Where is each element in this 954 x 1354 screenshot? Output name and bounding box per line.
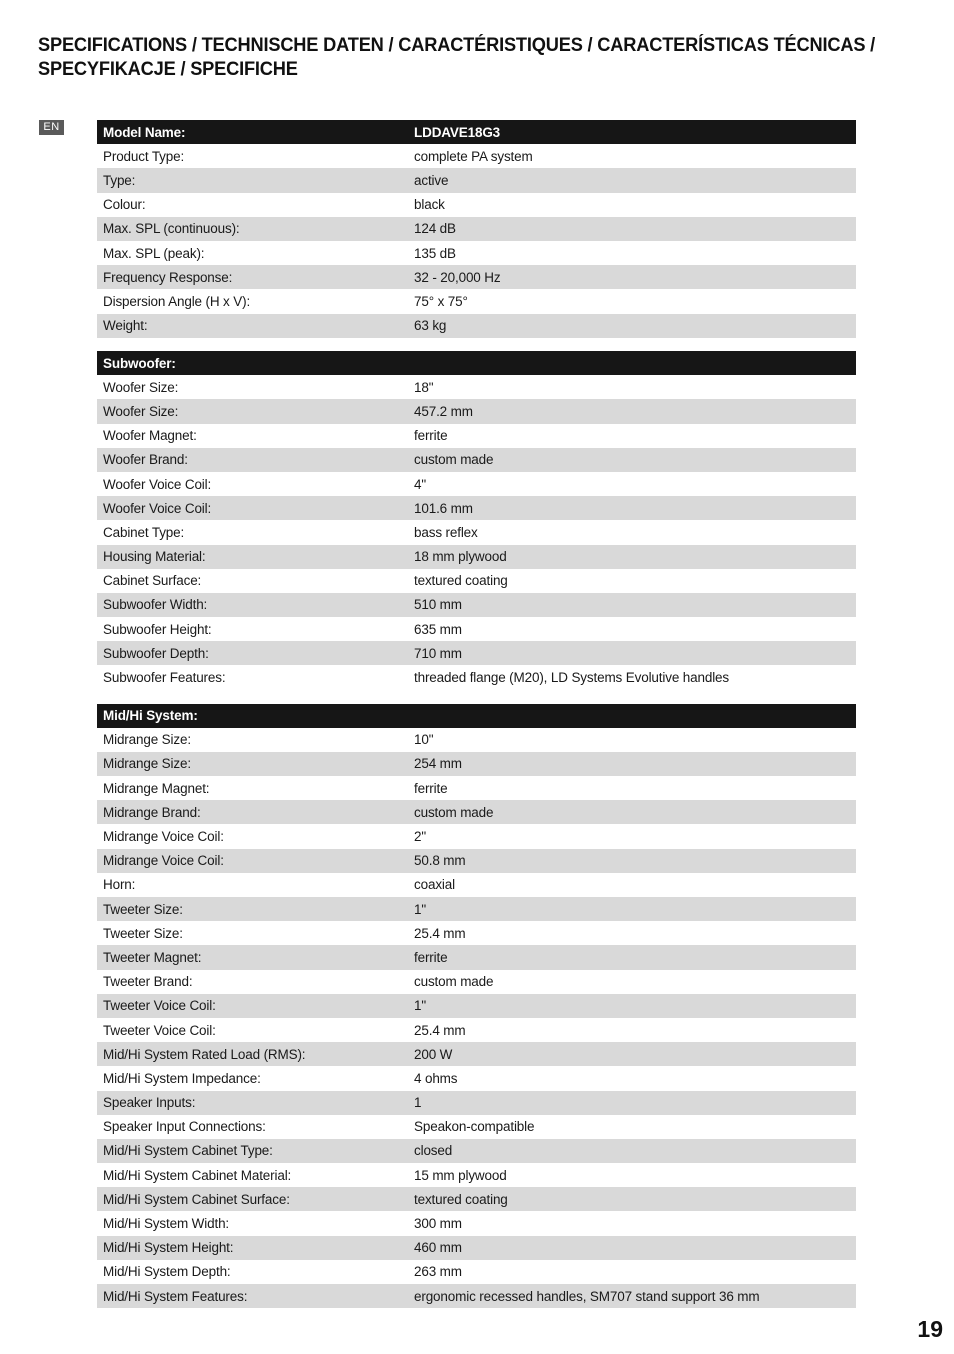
spec-value: textured coating [414, 1191, 508, 1207]
spec-label: Mid/Hi System Features: [103, 1288, 248, 1304]
spec-row [97, 569, 856, 593]
spec-label: Subwoofer Height: [103, 621, 212, 637]
spec-value: bass reflex [414, 524, 478, 540]
page-title: SPECIFICATIONS / TECHNISCHE DATEN / CARACTÉRISTIQUES / CARACTERÍSTICAS TÉCNICAS / SPECYFIKACJE / SPECIFICHE [38, 35, 876, 80]
spec-row [97, 752, 856, 776]
spec-label: Midrange Magnet: [103, 780, 210, 796]
spec-row [97, 265, 856, 289]
spec-row [97, 1211, 856, 1235]
spec-label: Speaker Inputs: [103, 1095, 196, 1111]
spec-row [97, 617, 856, 641]
spec-label: Max. SPL (peak): [103, 245, 205, 261]
spec-row [97, 728, 856, 752]
spec-value: 300 mm [414, 1216, 462, 1232]
spec-value: 32 - 20,000 Hz [414, 269, 501, 285]
spec-label: Tweeter Voice Coil: [103, 998, 216, 1014]
spec-value: complete PA system [414, 148, 533, 164]
spec-label: Cabinet Type: [103, 524, 185, 540]
spec-label: Woofer Size: [103, 379, 179, 395]
spec-label: Midrange Brand: [103, 804, 201, 820]
spec-row [97, 314, 856, 338]
spec-label: Mid/Hi System Width: [103, 1216, 230, 1232]
spec-table-general [97, 120, 856, 338]
spec-label: Woofer Brand: [103, 452, 188, 468]
spec-row [97, 241, 856, 265]
spec-table-mid-hi-system [97, 704, 856, 1309]
spec-row [97, 994, 856, 1018]
spec-value: 50.8 mm [414, 853, 466, 869]
spec-label: Midrange Size: [103, 756, 191, 772]
spec-value: 635 mm [414, 621, 462, 637]
spec-label: Tweeter Size: [103, 901, 183, 917]
spec-value: textured coating [414, 573, 508, 589]
spec-label: Mid/Hi System Impedance: [103, 1070, 261, 1086]
spec-row [97, 641, 856, 665]
spec-value: 254 mm [414, 756, 462, 772]
spec-label: Dispersion Angle (H x V): [103, 293, 251, 309]
spec-value: closed [414, 1143, 453, 1159]
spec-row [97, 970, 856, 994]
spec-value: custom made [414, 974, 494, 990]
section-header-label: Subwoofer: [103, 355, 176, 371]
spec-label: Woofer Voice Coil: [103, 476, 212, 492]
spec-label: Max. SPL (continuous): [103, 221, 240, 237]
spec-row [97, 1018, 856, 1042]
spec-value: 101.6 mm [414, 500, 473, 516]
spec-row [97, 1091, 856, 1115]
spec-label: Housing Material: [103, 549, 206, 565]
spec-label: Subwoofer Features: [103, 670, 226, 686]
spec-value: threaded flange (M20), LD Systems Evolutive handles [414, 670, 730, 686]
spec-row [97, 897, 856, 921]
spec-value: ferrite [414, 780, 448, 796]
spec-value: 18" [414, 379, 434, 395]
section-header [97, 704, 856, 728]
spec-row [97, 921, 856, 945]
spec-label: Speaker Input Connections: [103, 1119, 266, 1135]
section-header [97, 120, 856, 144]
language-tab: EN [39, 120, 64, 135]
spec-value: 457.2 mm [414, 403, 473, 419]
spec-row [97, 849, 856, 873]
section-header [97, 351, 856, 375]
spec-row [97, 593, 856, 617]
spec-value: black [414, 197, 445, 213]
spec-value: 135 dB [414, 245, 456, 261]
spec-label: Tweeter Magnet: [103, 949, 202, 965]
spec-row [97, 424, 856, 448]
spec-label: Mid/Hi System Height: [103, 1240, 234, 1256]
spec-value: 510 mm [414, 597, 462, 613]
spec-row [97, 824, 856, 848]
spec-row [97, 289, 856, 313]
spec-row [97, 665, 856, 689]
spec-label: Tweeter Size: [103, 925, 183, 941]
spec-row [97, 1139, 856, 1163]
spec-value: Speakon-compatible [414, 1119, 535, 1135]
spec-row [97, 1115, 856, 1139]
spec-label: Colour: [103, 197, 146, 213]
spec-value: 25.4 mm [414, 925, 466, 941]
spec-label: Tweeter Voice Coil: [103, 1022, 216, 1038]
spec-row [97, 448, 856, 472]
spec-row [97, 1284, 856, 1308]
spec-label: Woofer Size: [103, 403, 179, 419]
spec-label: Mid/Hi System Cabinet Surface: [103, 1191, 290, 1207]
spec-row [97, 776, 856, 800]
spec-label: Cabinet Surface: [103, 573, 202, 589]
spec-table-subwoofer [97, 351, 856, 690]
spec-label: Woofer Voice Coil: [103, 500, 212, 516]
spec-label: Weight: [103, 318, 148, 334]
spec-value: active [414, 172, 449, 188]
spec-value: 200 W [414, 1046, 453, 1062]
spec-label: Subwoofer Depth: [103, 645, 209, 661]
spec-value: 75° x 75° [414, 293, 468, 309]
spec-value: 263 mm [414, 1264, 462, 1280]
spec-row [97, 545, 856, 569]
spec-row [97, 873, 856, 897]
spec-row [97, 1042, 856, 1066]
spec-label: Mid/Hi System Rated Load (RMS): [103, 1046, 306, 1062]
spec-value: 15 mm plywood [414, 1167, 507, 1183]
spec-label: Frequency Response: [103, 269, 233, 285]
spec-value: 63 kg [414, 318, 447, 334]
spec-value: ferrite [414, 428, 448, 444]
spec-row [97, 399, 856, 423]
spec-label: Mid/Hi System Cabinet Type: [103, 1143, 273, 1159]
spec-value: 460 mm [414, 1240, 462, 1256]
spec-row [97, 193, 856, 217]
spec-label: Subwoofer Width: [103, 597, 208, 613]
spec-row [97, 217, 856, 241]
spec-value: 10" [414, 732, 434, 748]
spec-row [97, 945, 856, 969]
spec-value: ferrite [414, 949, 448, 965]
spec-label: Tweeter Brand: [103, 974, 193, 990]
spec-value: custom made [414, 452, 494, 468]
spec-value: ergonomic recessed handles, SM707 stand support 36 mm [414, 1288, 760, 1304]
spec-value: 1 [414, 1095, 422, 1111]
spec-label: Type: [103, 172, 136, 188]
spec-label: Woofer Magnet: [103, 428, 197, 444]
spec-row [97, 1236, 856, 1260]
page-number: 19 [917, 1316, 943, 1342]
spec-value: 18 mm plywood [414, 549, 507, 565]
spec-label: Midrange Voice Coil: [103, 829, 224, 845]
spec-row [97, 1187, 856, 1211]
section-header-label: Mid/Hi System: [103, 708, 198, 724]
spec-value: 124 dB [414, 221, 456, 237]
section-header-label: Model Name: [103, 124, 186, 140]
spec-label: Midrange Voice Coil: [103, 853, 224, 869]
spec-label: Product Type: [103, 148, 185, 164]
spec-label: Mid/Hi System Depth: [103, 1264, 231, 1280]
spec-row [97, 1066, 856, 1090]
spec-value: 25.4 mm [414, 1022, 466, 1038]
spec-label: Mid/Hi System Cabinet Material: [103, 1167, 292, 1183]
spec-row [97, 144, 856, 168]
spec-value: 4 ohms [414, 1070, 458, 1086]
spec-row [97, 800, 856, 824]
spec-label: Horn: [103, 877, 136, 893]
spec-row [97, 168, 856, 192]
spec-value: 4" [414, 476, 427, 492]
spec-value: 1" [414, 998, 427, 1014]
spec-label: Midrange Size: [103, 732, 191, 748]
section-header-value: LDDAVE18G3 [414, 124, 501, 140]
spec-row [97, 496, 856, 520]
spec-row [97, 375, 856, 399]
spec-row [97, 1163, 856, 1187]
spec-row [97, 472, 856, 496]
spec-value: 1" [414, 901, 427, 917]
spec-value: coaxial [414, 877, 455, 893]
spec-value: custom made [414, 804, 494, 820]
spec-row [97, 1260, 856, 1284]
spec-value: 710 mm [414, 645, 462, 661]
spec-value: 2" [414, 829, 427, 845]
spec-row [97, 520, 856, 544]
